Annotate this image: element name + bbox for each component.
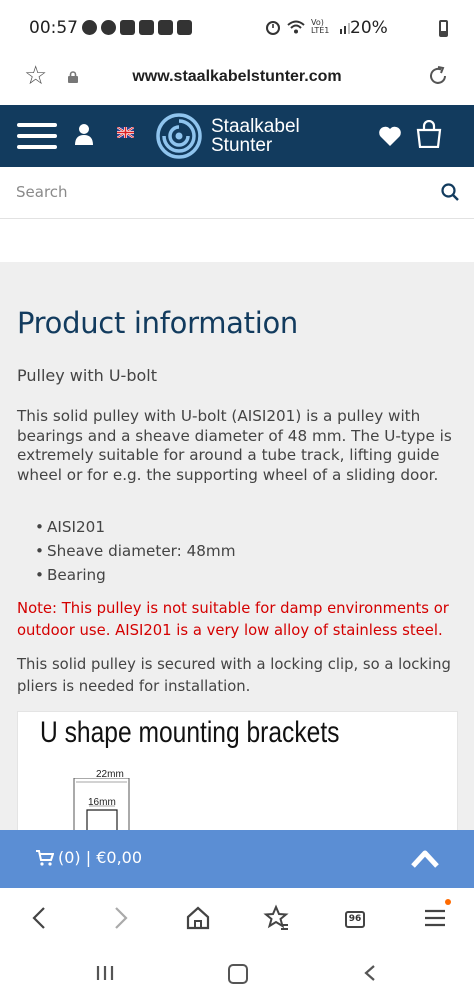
forward-icon[interactable] (106, 904, 134, 932)
feature-list (47, 515, 236, 587)
notification-dot (445, 899, 451, 905)
system-icons (265, 19, 353, 35)
cart-icon (36, 850, 54, 866)
site-header (0, 105, 474, 167)
network-label: Vo) LTE1 (311, 18, 330, 35)
dim-inner-label: 16mm (88, 797, 116, 808)
battery-percent: 20% (350, 18, 388, 38)
url-text[interactable]: www.staalkabelstunter.com (132, 68, 342, 85)
heart-icon[interactable] (378, 125, 402, 147)
search-input[interactable] (16, 179, 416, 205)
product-subtitle: Pulley with U-bolt (17, 366, 157, 385)
home-icon[interactable] (184, 904, 212, 932)
logo-line2: Stunter (211, 135, 273, 156)
list-item: • Bearing (47, 563, 236, 587)
user-icon[interactable] (74, 123, 94, 145)
alarm-icon (265, 19, 281, 35)
reload-icon[interactable] (426, 64, 450, 88)
hamburger-menu-icon[interactable] (17, 123, 57, 151)
person-icon (101, 20, 116, 35)
shopping-bag-icon[interactable] (416, 120, 442, 148)
search-icon[interactable] (440, 182, 460, 202)
dim-outer-label: 22mm (96, 769, 124, 780)
product-info-section (0, 262, 474, 830)
search-bar (0, 167, 474, 219)
menu-icon[interactable] (421, 904, 449, 932)
site-logo[interactable] (156, 111, 306, 161)
back-icon[interactable] (26, 904, 54, 932)
scroll-to-top-icon[interactable] (410, 847, 440, 869)
image-icon (177, 20, 192, 35)
cart-bar[interactable] (0, 830, 474, 888)
browser-bottom-nav (0, 888, 474, 950)
cart-summary[interactable] (36, 848, 142, 867)
list-item: • Sheave diameter: 48mm (47, 539, 236, 563)
cart-label: (0) | €0,00 (58, 848, 143, 867)
system-home-icon[interactable] (228, 964, 248, 984)
installation-text: This solid pulley is secured with a locking clip, so a locking pliers is needed for installation. (17, 656, 451, 695)
bracket-diagram-image (17, 711, 458, 830)
wifi-icon (287, 20, 305, 34)
battery-icon (439, 20, 448, 37)
browser-url-bar (0, 60, 474, 105)
logo-swirl-icon (156, 113, 202, 159)
recycle-icon (158, 20, 173, 35)
status-bar (0, 0, 474, 60)
tabs-icon[interactable] (341, 904, 369, 932)
file-icon (139, 20, 154, 35)
app-icon (120, 20, 135, 35)
image-title: U shape mounting brackets (40, 716, 340, 749)
bracket-drawing (73, 778, 133, 830)
tab-count: 96 (345, 911, 365, 928)
warning-note: Note: This pulley is not suitable for damp environments or outdoor use. AISI201 is a very low alloy of stainless steel. (17, 600, 449, 639)
star-icon[interactable]: ☆ (24, 61, 48, 91)
status-time: 00:57 (29, 18, 78, 38)
bookmarks-icon[interactable] (262, 904, 290, 932)
list-item: • AISI201 (47, 515, 236, 539)
recent-apps-icon[interactable] (96, 964, 114, 982)
system-back-icon[interactable] (363, 964, 377, 982)
uk-flag-icon[interactable] (117, 127, 134, 138)
spacer (0, 220, 474, 262)
chat-icon (82, 20, 97, 35)
notification-icons (82, 20, 192, 35)
logo-line1: Staalkabel (211, 116, 300, 137)
product-description: This solid pulley with U-bolt (AISI201) is a pulley with bearings and a sheave diameter of 48 mm. The U-type is extremely suitable for around a tube track, lifting guide wheel or for e.g. the supporting wheel of a sliding door. (17, 407, 452, 484)
section-title: Product information (17, 306, 299, 340)
logo-text (211, 117, 300, 155)
system-nav-bar (0, 950, 474, 1000)
